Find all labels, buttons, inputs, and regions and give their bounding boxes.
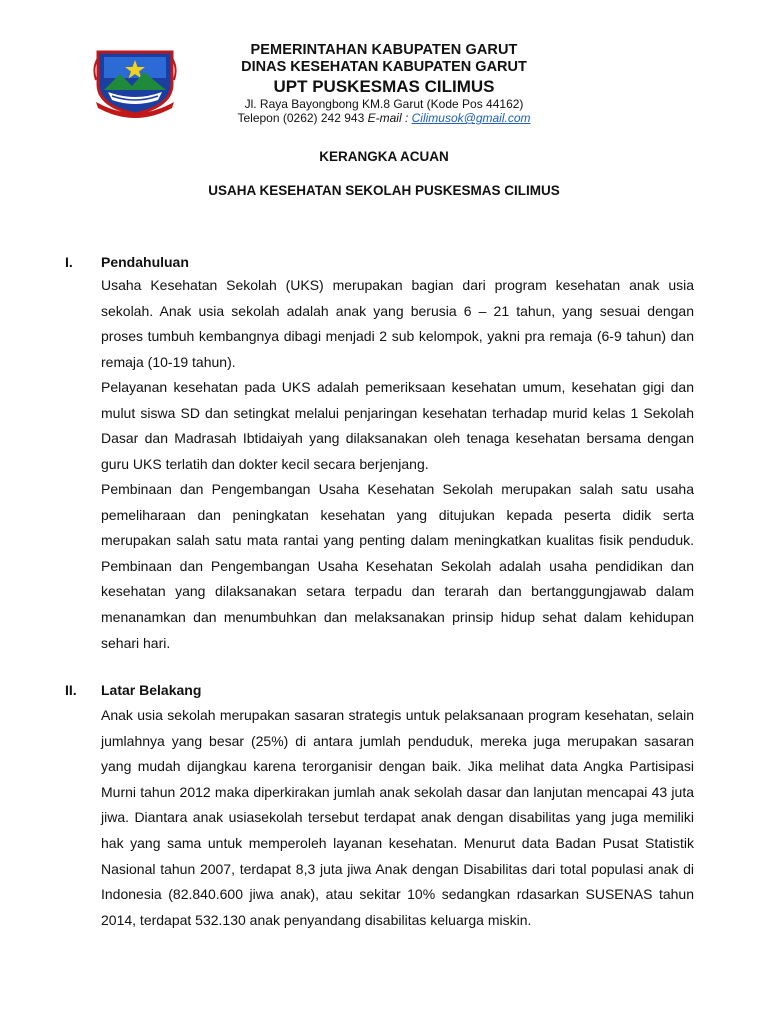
paragraph: Pembinaan dan Pengembangan Usaha Kesehatan Sekolah merupakan salah satu usaha pemeliharaan dan peningkatan kesehatan yang ditujukan kepada peserta didik serta merupakan salah satu mata rantai yang penting dalam meningkatkan kualitas fisik penduduk. Pembinaan dan Pengembangan Usaha Kesehatan Sekolah adalah usaha pendidikan dan kesehatan yang dilaksanakan setara terpadu dan terarah dan bertanggungjawab dalam menanamkan dan menumbuhkan dan melaksanakan prinsip hidup sehat dalam kehidupan sehari hari. — [101, 481, 694, 651]
section-heading: Pendahuluan — [101, 254, 189, 270]
document-title: KERANGKA ACUAN — [319, 149, 449, 164]
letterhead-address: Jl. Raya Bayongbong KM.8 Garut (Kode Pos 44162) — [244, 97, 524, 111]
letterhead-government: PEMERINTAHAN KABUPATEN GARUT — [250, 42, 518, 58]
email-label: E-mail : — [367, 111, 409, 125]
letterhead-institution: UPT PUSKESMAS CILIMUS — [273, 77, 495, 96]
letterhead-contact — [0, 111, 768, 125]
section-number: I. — [65, 254, 73, 270]
phone-number: Telepon (0262) 242 943 — [237, 111, 365, 125]
paragraph: Anak usia sekolah merupakan sasaran strategis untuk pelaksanaan program kesehatan, selain jumlahnya yang besar (25%) di antara jumlah penduduk, mereka juga merupakan sasaran yang mudah dijangkau karena terorganisir dengan baik. Jika melihat data Angka Partisipasi Murni tahun 2012 maka diperkirakan jumlah anak sekolah dasar dan lanjutan mencapai 43 juta jiwa. Diantara anak usiasekolah tersebut terdapat anak dengan disabilitas yang juga memiliki hak yang sama untuk memperoleh layanan kesehatan. Menurut data Badan Pusat Statistik Nasional tahun 2007, terdapat 8,3 juta jiwa Anak dengan Disabilitas dari total populasi anak di Indonesia (82.840.600 jiwa anak), atau sekitar 10% sedangkan rdasarkan SUSENAS tahun 2014, terdapat 532.130 anak penyandang disabilitas keluarga miskin. — [101, 707, 694, 928]
document-subtitle: USAHA KESEHATAN SEKOLAH PUSKESMAS CILIMUS — [208, 183, 560, 198]
section-heading: Latar Belakang — [101, 682, 202, 698]
email-link[interactable]: Cilimusok@gmail.com — [411, 111, 531, 125]
paragraph: Pelayanan kesehatan pada UKS adalah pemeriksaan kesehatan umum, kesehatan gigi dan mulut siswa SD dan setingkat melalui penjaringan kesehatan terhadap murid kelas 1 Sekolah Dasar dan Madrasah Ibtidaiyah yang dilaksanakan oleh tenaga kesehatan bersama dengan guru UKS terlatih dan dokter kecil secara berjenjang. — [101, 379, 694, 472]
paragraph: Usaha Kesehatan Sekolah (UKS) merupakan bagian dari program kesehatan anak usia sekolah. Anak usia sekolah adalah anak yang berusia 6 – 21 tahun, yang sesuai dengan proses tumbuh kembangnya dibagi menjadi 2 sub kelompok, yakni pra remaja (6-9 tahun) dan remaja (10-19 tahun). — [101, 277, 694, 370]
letterhead — [0, 40, 768, 130]
section-number: II. — [65, 682, 77, 698]
letterhead-department: DINAS KESEHATAN KABUPATEN GARUT — [241, 59, 527, 75]
